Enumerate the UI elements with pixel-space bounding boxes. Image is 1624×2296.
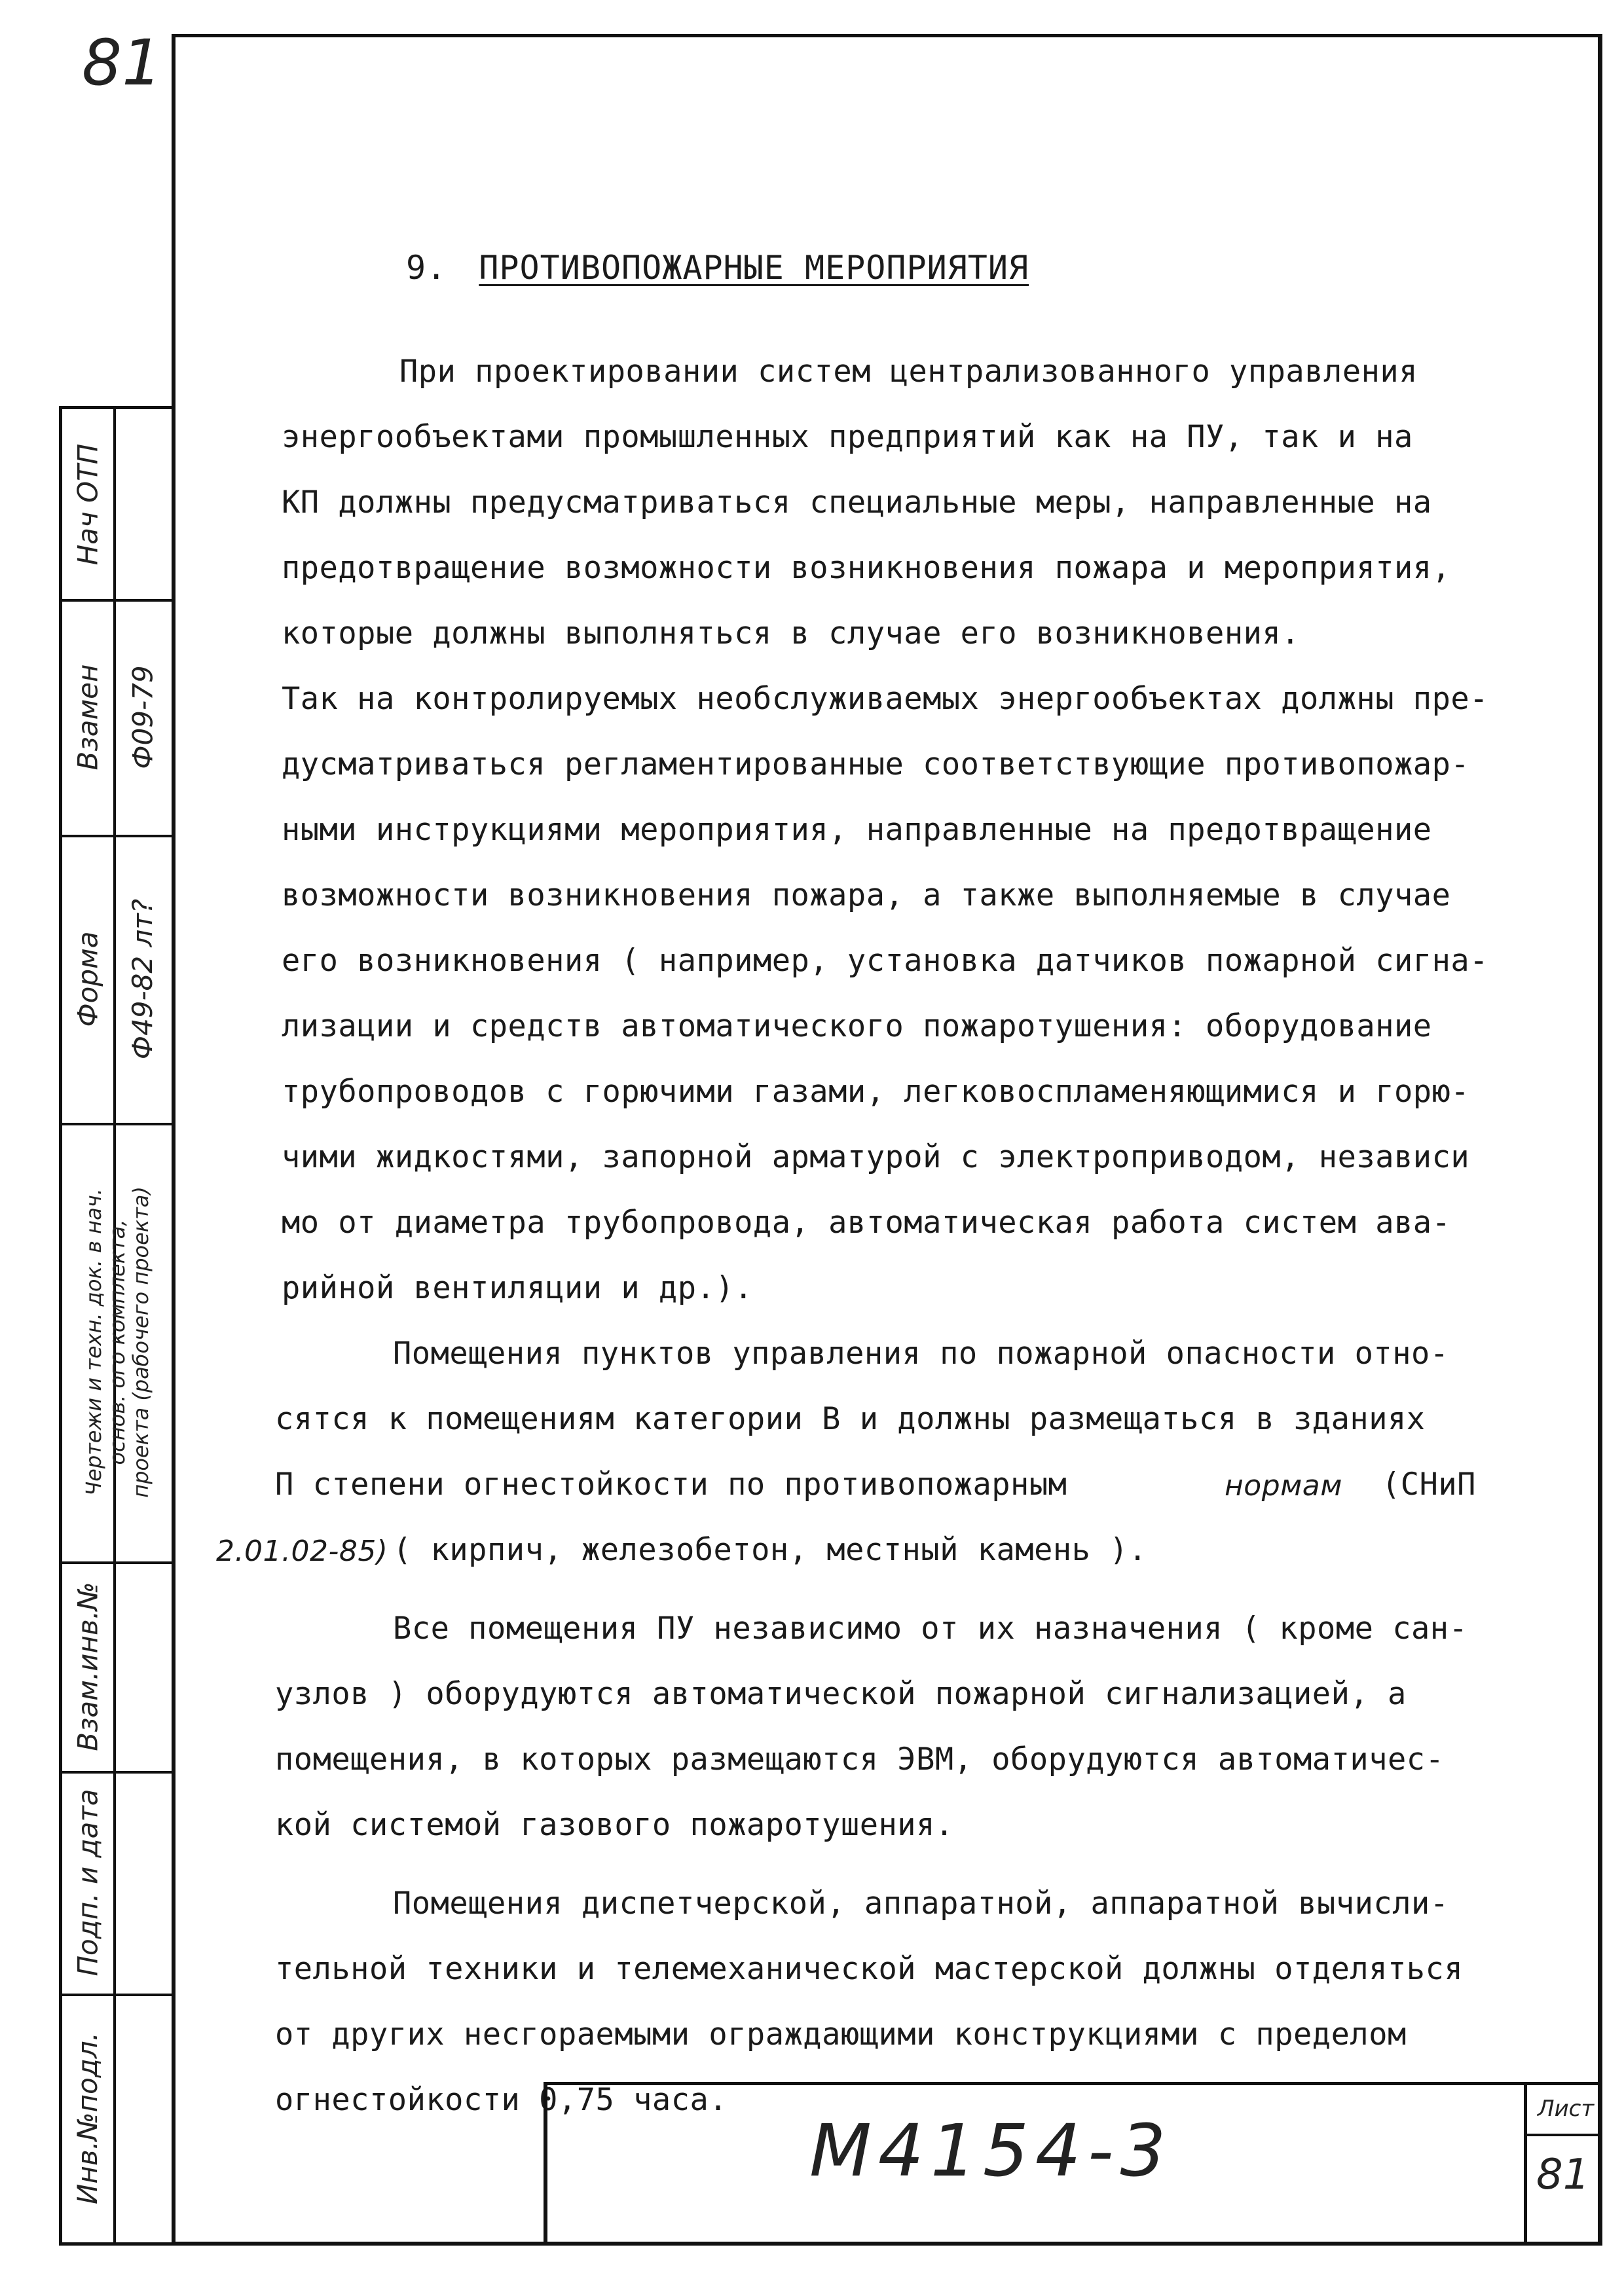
- text-line: При проектировании систем централизованного управления: [399, 354, 1418, 390]
- side-stamp-label: Нач ОТП: [71, 443, 104, 565]
- text-line: ( кирпич, железобетон, местный камень ).: [393, 1532, 1147, 1568]
- text-line: сятся к помещениям категории В и должны размещаться в зданиях: [275, 1401, 1426, 1437]
- side-stamp-value: Ф49-82 лт?: [126, 898, 159, 1059]
- sheet-divider: [1527, 2134, 1602, 2136]
- side-stamp-cell: [116, 599, 170, 835]
- text-line: дусматриваться регламентированные соответствующие противопожар-: [282, 746, 1470, 782]
- side-stamp-label: Инв.№подл.: [71, 2032, 104, 2204]
- side-stamp-label: Форма: [71, 931, 104, 1027]
- text-line: его возникновения ( например, установка датчиков пожарной сигна-: [282, 943, 1488, 979]
- side-stamp-cell: [62, 1994, 113, 2242]
- side-stamp-cell: [62, 409, 113, 599]
- sheet-cell: [1524, 2085, 1602, 2246]
- sheet-label: Лист: [1538, 2096, 1595, 2122]
- side-stamp-cell: [62, 599, 113, 835]
- text-line: ными инструкциями мероприятия, направленные на предотвращение: [282, 812, 1432, 848]
- text-line: (СНиП: [1382, 1467, 1476, 1503]
- document-code: М4154-3: [809, 2109, 1173, 2193]
- title-block: [544, 2082, 1602, 2246]
- handwritten-insert: 2.01.02-85): [216, 1535, 388, 1568]
- side-stamp-note: Чертежи и техн. док. в нач. основ. ого комплекта, проекта (рабочего проекта): [81, 1186, 153, 1498]
- text-line: Помещения диспетчерской, аппаратной, аппаратной вычисли-: [393, 1886, 1449, 1922]
- section-number: 9.: [406, 249, 447, 287]
- text-line: рийной вентиляции и др.).: [282, 1270, 753, 1306]
- text-line: кой системой газового пожаротушения.: [275, 1807, 954, 1843]
- text-line: КП должны предусматриваться специальные меры, направленные на: [282, 484, 1432, 520]
- text-line: которые должны выполняться в случае его возникновения.: [282, 615, 1301, 651]
- side-stamp-cell: [62, 1123, 172, 1561]
- text-line: чими жидкостями, запорной арматурой с электроприводом, независи: [282, 1139, 1470, 1175]
- side-stamp-cell: [62, 1771, 113, 1994]
- text-line: тельной техники и телемеханической мастерской должны отделяться: [275, 1951, 1464, 1987]
- side-stamp-label: Взам.инв.№: [71, 1581, 104, 1751]
- side-stamp-cell: [62, 1561, 113, 1771]
- handwritten-insert: нормам: [1225, 1469, 1342, 1503]
- text-line: лизации и средств автоматического пожаротушения: оборудование: [282, 1008, 1432, 1044]
- text-line: Все помещения ПУ независимо от их назначения ( кроме сан-: [393, 1611, 1468, 1647]
- section-title-text: ПРОТИВОПОЖАРНЫЕ МЕРОПРИЯТИЯ: [479, 249, 1029, 287]
- side-stamp-label: Взамен: [71, 664, 104, 770]
- corner-page-number: 81: [82, 26, 162, 100]
- text-line: огнестойкости 0,75 часа.: [275, 2082, 728, 2118]
- text-line: помещения, в которых размещаются ЭВМ, оборудуются автоматичес-: [275, 1741, 1445, 1777]
- side-stamp-cell: [62, 835, 113, 1123]
- side-stamp-label: Подп. и дата: [71, 1788, 104, 1977]
- text-line: П степени огнестойкости по противопожарным: [275, 1467, 1067, 1503]
- text-line: предотвращение возможности возникновения пожара и мероприятия,: [282, 550, 1451, 586]
- side-stamp: [59, 406, 172, 2246]
- text-line: Помещения пунктов управления по пожарной опасности отно-: [393, 1336, 1449, 1372]
- side-stamp-cell: [116, 835, 170, 1123]
- text-line: узлов ) оборудуются автоматической пожарной сигнализацией, а: [275, 1676, 1407, 1712]
- text-line: трубопроводов с горючими газами, легковоспламеняющимися и горю-: [282, 1074, 1470, 1110]
- side-stamp-value: Ф09-79: [126, 665, 159, 769]
- text-line: Так на контролируемых необслуживаемых энергообъектах должны пре-: [282, 681, 1488, 717]
- sheet-number: 81: [1536, 2151, 1590, 2199]
- section-title: [406, 249, 1029, 287]
- text-line: возможности возникновения пожара, а также выполняемые в случае: [282, 877, 1451, 913]
- text-line: от других несгораемыми ограждающими конструкциями с пределом: [275, 2016, 1407, 2052]
- text-line: мо от диаметра трубопровода, автоматическая работа систем ава-: [282, 1205, 1451, 1241]
- text-line: энергообъектами промышленных предприятий как на ПУ, так и на: [282, 419, 1413, 455]
